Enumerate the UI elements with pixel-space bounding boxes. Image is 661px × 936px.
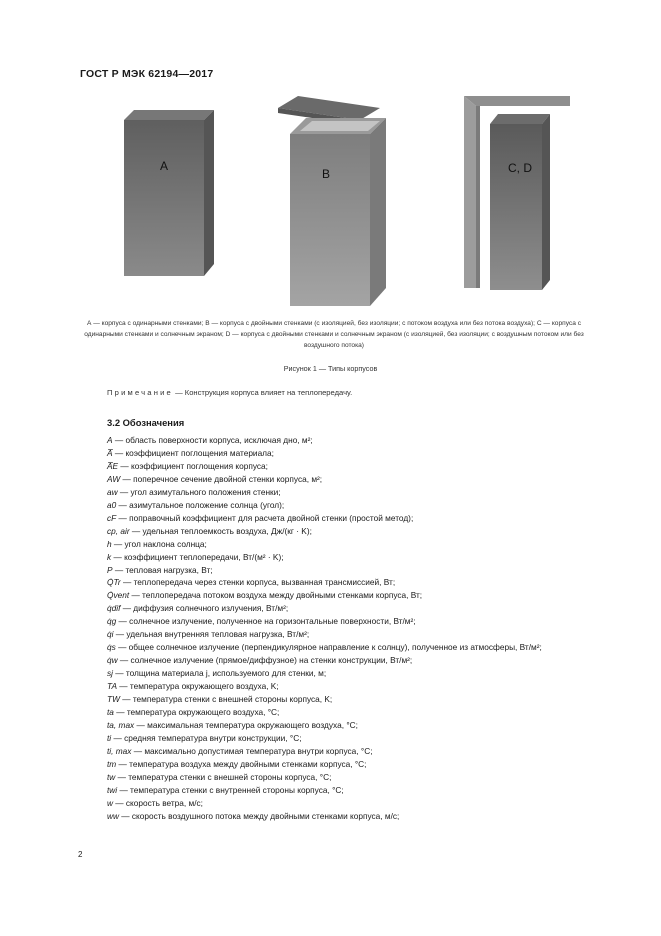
definition-symbol: cF — [107, 512, 117, 523]
definition-text: — коэффициент поглощения материала; — [112, 447, 274, 458]
definition-text: — температура окружающего воздуха, K; — [117, 681, 279, 692]
definition-symbol: sj — [107, 668, 113, 679]
definition-item — [107, 473, 594, 486]
section-heading: 3.2 Обозначения — [107, 417, 185, 428]
definition-symbol: A̅ — [107, 447, 113, 458]
definition-symbol: q̇dif — [107, 603, 121, 614]
definition-text: — температура стенки с внешней стороны корпуса, °C; — [115, 771, 332, 782]
definition-item — [107, 745, 594, 758]
definition-text: — температура воздуха между двойными стенками корпуса, °C; — [116, 758, 367, 769]
enclosure-cd — [464, 96, 570, 290]
enclosure-a — [124, 110, 214, 276]
definition-item — [107, 434, 594, 447]
definition-text: — солнечное излучение, полученное на горизонтальные поверхности, Вт/м²; — [116, 616, 416, 627]
definition-item — [107, 512, 594, 525]
definition-item — [107, 576, 594, 589]
definition-symbol: TW — [107, 694, 120, 705]
definition-text: — угол азимутального положения стенки; — [117, 486, 281, 497]
definition-symbol: Q̇Tr — [107, 577, 121, 588]
definition-item — [107, 499, 594, 512]
definition-symbol: Q̇vent — [107, 590, 130, 601]
definition-symbol: w — [107, 797, 113, 808]
definition-text: — максимально допустимая температура внутри корпуса, °C; — [131, 745, 373, 756]
definition-text: — коэффициент теплопередачи, Вт/(м² · K); — [111, 551, 284, 562]
definition-text: — температура стенки с внутренней стороны корпуса, °C; — [117, 784, 344, 795]
definition-text: — удельная внутренняя тепловая нагрузка, Вт/м²; — [113, 629, 310, 640]
definition-text: — скорость воздушного потока между двойными стенками корпуса, м/с; — [118, 810, 400, 821]
definition-symbol: AW — [107, 473, 121, 484]
figure-title: Рисунок 1 — Типы корпусов — [283, 364, 378, 373]
definition-text: — теплопередача потоком воздуха между двойными стенками корпуса, Вт; — [129, 590, 423, 601]
definition-symbol: ti, max — [107, 745, 132, 756]
definition-item — [107, 589, 594, 602]
definition-item — [107, 486, 594, 499]
definition-symbol: A — [107, 435, 113, 445]
definition-text: — средняя температура внутри конструкции, °C; — [111, 732, 302, 743]
note-label: Примечание — [107, 388, 173, 397]
definition-item — [107, 719, 594, 732]
definition-symbol: k — [107, 551, 112, 562]
definition-item — [107, 693, 594, 706]
definition-text: — температура стенки с внешней стороны корпуса, K; — [119, 694, 333, 705]
definition-text: — поперечное сечение двойной стенки корпуса, м²; — [120, 473, 323, 484]
figure-caption: А — корпуса с одинарными стенками; В — корпуса с двойными стенками (с изоляцией, без изоляции; с потоком воздуха или без потока воздуха); С — корпуса с одинарными стенками и солнечным экраном; D — корпуса с двойными стенками и солнечным экраном (с изоляцией, без изоляции; с воздушным потоком или без воздушного потока) — [84, 320, 584, 349]
definition-symbol: q̇s — [107, 642, 116, 653]
definition-symbol: P — [107, 564, 113, 575]
definition-text: — коэффициент поглощения корпуса; — [118, 460, 268, 471]
definition-symbol: aw — [107, 486, 118, 497]
definition-symbol: q̇g — [107, 616, 117, 627]
definition-text: — угол наклона солнца; — [111, 538, 207, 549]
definition-item — [107, 602, 594, 615]
definition-symbol: ta, max — [107, 719, 135, 730]
definition-item — [107, 797, 594, 810]
definition-item — [107, 758, 594, 771]
definition-symbol: ti — [107, 732, 112, 743]
note — [107, 388, 352, 397]
definition-text: — тепловая нагрузка, Вт; — [112, 564, 213, 575]
definition-item — [107, 447, 594, 460]
note-text: — Конструкция корпуса влияет на теплопередачу. — [175, 388, 353, 397]
definition-item — [107, 784, 594, 797]
definition-item — [107, 615, 594, 628]
enclosure-b — [278, 96, 386, 306]
label-b: B — [321, 167, 331, 181]
definition-item — [107, 525, 594, 538]
definition-text: — азимутальное положение солнца (угол); — [116, 499, 285, 510]
definition-text: — скорость ветра, м/с; — [113, 797, 203, 808]
definition-text: — температура окружающего воздуха, °C; — [113, 707, 280, 718]
definition-item — [79, 641, 594, 654]
definition-symbol: TA — [107, 681, 117, 692]
definition-item — [107, 667, 594, 680]
definition-text: — солнечное излучение (прямое/диффузное) на стенки конструкции, Вт/м²; — [117, 655, 413, 666]
definition-item — [107, 551, 594, 564]
definition-text: — максимальная температура окружающего воздуха, °C; — [134, 719, 358, 730]
definition-text: — диффузия солнечного излучения, Вт/м²; — [120, 603, 289, 614]
definition-symbol: ww — [107, 810, 119, 821]
definitions-list — [107, 434, 594, 823]
definition-symbol: h — [107, 538, 112, 549]
definition-item — [107, 706, 594, 719]
definition-symbol: tw — [107, 771, 116, 782]
definition-item — [107, 680, 594, 693]
definition-text: — толщина материала j, используемого для стенки, м; — [113, 668, 327, 679]
definition-item — [107, 771, 594, 784]
definition-item — [107, 460, 594, 473]
definition-item — [107, 538, 594, 551]
definition-item — [107, 628, 594, 641]
definition-item — [107, 564, 594, 577]
definition-symbol: cp, air — [107, 525, 130, 536]
definition-text: — теплопередача через стенки корпуса, вызванная трансмиссией, Вт; — [120, 577, 396, 588]
definition-symbol: tm — [107, 758, 117, 769]
definition-item — [107, 732, 594, 745]
document-header: ГОСТ Р МЭК 62194—2017 — [80, 68, 214, 80]
definition-symbol: a0 — [107, 499, 117, 510]
definition-text: — область поверхности корпуса, исключая дно, м²; — [112, 435, 313, 445]
page-number: 2 — [78, 850, 83, 859]
definition-text: — поправочный коэффициент для расчета двойной стенки (простой метод); — [116, 512, 414, 523]
definition-item — [107, 810, 594, 823]
definition-symbol: q̇i — [107, 629, 114, 640]
label-cd: C, D — [508, 161, 532, 175]
definition-item — [107, 654, 594, 667]
label-a: A — [159, 159, 169, 173]
definition-symbol: q̇w — [107, 655, 118, 666]
definition-text: — общее солнечное излучение (перпендикулярное направление к солнцу), полученное из атмосферы, Вт/м²; — [115, 642, 542, 653]
enclosure-types-figure — [96, 92, 576, 312]
definition-symbol: A̅E — [107, 460, 119, 471]
definition-symbol: ta — [107, 707, 114, 718]
definition-symbol: twi — [107, 784, 118, 795]
definition-text: — удельная теплоемкость воздуха, Дж/(кг · K); — [129, 525, 312, 536]
